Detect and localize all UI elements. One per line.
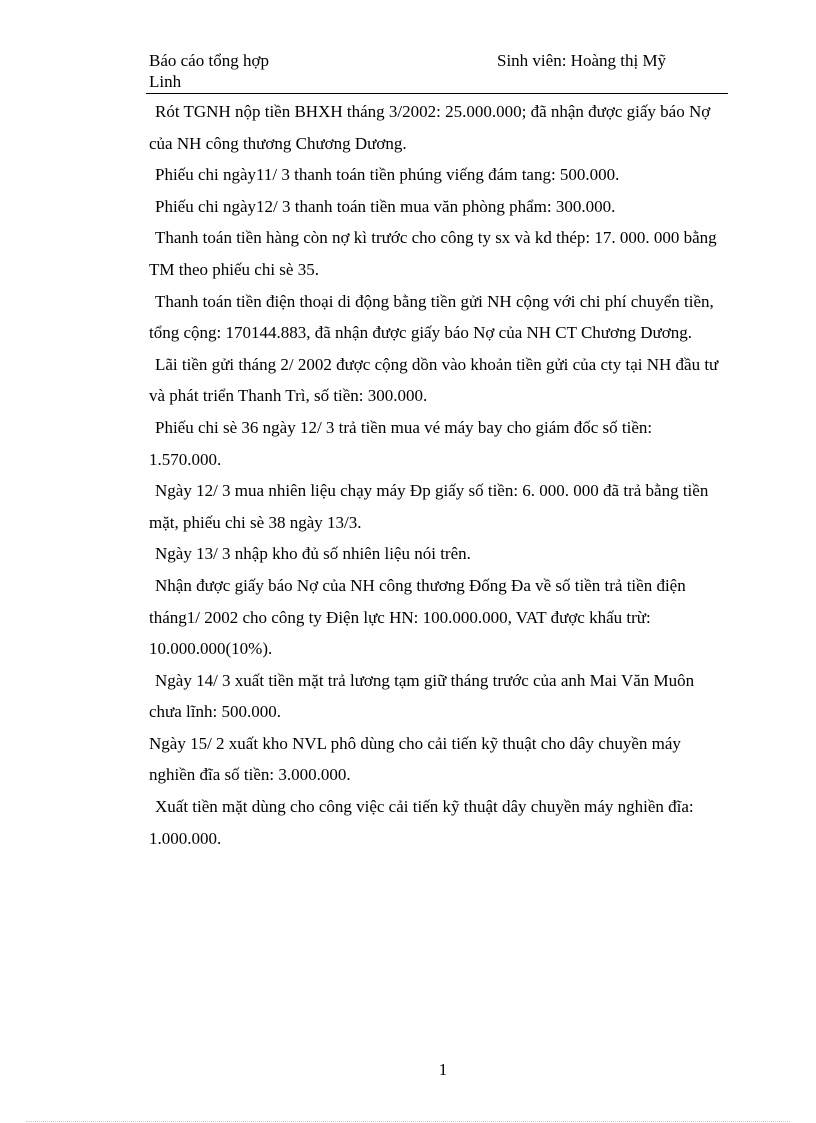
document-body xyxy=(149,96,721,854)
paragraph: Phiếu chi sè 36 ngày 12/ 3 trả tiền mua vé máy bay cho giám đốc số tiền: 1.570.000. xyxy=(149,417,653,469)
paragraph: Lãi tiền gửi tháng 2/ 2002 được cộng dồn vào khoản tiền gửi của cty tại NH đầu tư và phát triển Thanh Trì, số tiền: 300.000. xyxy=(149,354,719,406)
header-left-continuation: Linh xyxy=(149,72,182,91)
header-divider xyxy=(146,93,728,94)
paragraph: Ngày 14/ 3 xuất tiền mặt trả lương tạm giữ tháng trước của anh Mai Văn Muôn chưa lĩnh: 500.000. xyxy=(149,670,695,722)
paragraph: Xuất tiền mặt dùng cho công việc cải tiến kỹ thuật dây chuyền máy nghiền đĩa: 1.000.000. xyxy=(149,797,694,848)
paragraph: Thanh toán tiền điện thoại di động bằng tiền gửi NH cộng với chi phí chuyển tiền, tổng cộng: 170144.883, đã nhận được giấy báo Nợ của NH CT Chương Dương. xyxy=(149,291,714,343)
header-student: Sinh viên: Hoàng thị Mỹ xyxy=(497,51,667,70)
paragraph: Ngày 13/ 3 nhập kho đủ số nhiên liệu nói trên. xyxy=(155,544,471,564)
page-number: 1 xyxy=(438,1060,448,1079)
paragraph: Phiếu chi ngày11/ 3 thanh toán tiền phúng viếng đám tang: 500.000. xyxy=(155,165,620,185)
paragraph: Ngày 12/ 3 mua nhiên liệu chạy máy Đp giấy số tiền: 6. 000. 000 đã trả bằng tiền mặt, phiếu chi sè 38 ngày 13/3. xyxy=(149,481,709,532)
paragraph: Nhận được giấy báo Nợ của NH công thương Đống Đa về số tiền trả tiền điện tháng1/ 2002 cho công ty Điện lực HN: 100.000.000, VAT được khấu trừ: 10.000.000(10%). xyxy=(149,575,686,659)
paragraph: Rót TGNH nộp tiền BHXH tháng 3/2002: 25.000.000; đã nhận được giấy báo Nợ của NH công thương Chương Dương. xyxy=(149,102,711,153)
paragraph: Ngày 15/ 2 xuất kho NVL phô dùng cho cải tiến kỹ thuật cho dây chuyền máy nghiền đĩa số tiền: 3.000.000. xyxy=(149,733,681,785)
header-left-title: Báo cáo tổng hợp xyxy=(149,51,269,70)
page-bottom-divider xyxy=(26,1121,790,1122)
paragraph: Thanh toán tiền hàng còn nợ kì trước cho công ty sx và kd thép: 17. 000. 000 bằng TM theo phiếu chi sè 35. xyxy=(149,228,717,279)
header-left xyxy=(149,50,349,92)
paragraph: Phiếu chi ngày12/ 3 thanh toán tiền mua văn phòng phẩm: 300.000. xyxy=(155,196,616,216)
